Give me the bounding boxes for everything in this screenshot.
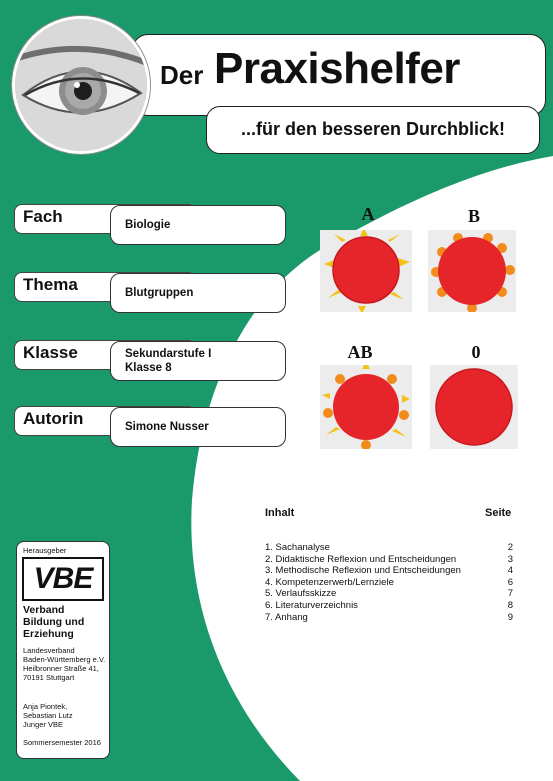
semester-text: Sommersemester 2016: [23, 738, 101, 747]
toc-item-page: 7: [507, 588, 513, 600]
field-value-box: [110, 407, 286, 447]
publisher-heading: Herausgeber: [23, 546, 67, 555]
org-name-line-1: Verband: [23, 604, 65, 616]
toc-item-page: 6: [507, 576, 513, 588]
toc-item-page: 4: [507, 565, 513, 577]
org-name-line-3: Erziehung: [23, 628, 74, 640]
field-label: Autorin: [23, 409, 84, 428]
toc-item-label: 5. Verlaufsskizze: [265, 588, 337, 600]
toc-row: [265, 588, 513, 600]
toc-item-label: 7. Anhang: [265, 611, 308, 623]
toc-row: [265, 542, 513, 554]
blood-cell-b-image: [428, 230, 516, 312]
vbe-logo-text: VBE: [33, 562, 93, 595]
blood-group-label-a: A: [361, 204, 375, 224]
field-value-box: [110, 341, 286, 381]
blood-group-label-b: B: [467, 206, 480, 226]
authors-line-3: Junger VBE: [23, 720, 64, 729]
field-label: Fach: [23, 207, 63, 226]
toc-item-page: 8: [507, 599, 513, 611]
toc-row: [265, 600, 513, 612]
toc-item-label: 4. Kompetenzerwerb/Lernziele: [265, 576, 394, 588]
field-value-box: [110, 205, 286, 245]
field-value: Biologie: [125, 219, 171, 231]
blood-group-label-0: 0: [471, 342, 481, 362]
toc-item-label: 1. Sachanalyse: [265, 542, 330, 553]
org-name-line-2: Bildung und: [23, 616, 85, 628]
toc-row: [265, 565, 513, 577]
publisher-box: [16, 541, 110, 759]
blood-cell-ab-image: [320, 365, 412, 449]
authors-line-2: Sebastian Lutz: [23, 711, 73, 720]
field-label: Klasse: [23, 343, 78, 362]
toc-item-page: 2: [507, 542, 513, 553]
vbe-logo: [22, 557, 104, 601]
toc-item-page: 9: [507, 611, 513, 623]
blood-cell-0-image: [430, 365, 518, 449]
toc-item-label: 3. Methodische Reflexion und Entscheidungen: [265, 565, 461, 577]
address-line-3: Heilbronner Straße 41,: [23, 664, 99, 673]
toc-item-label: 2. Didaktische Reflexion und Entscheidungen: [265, 553, 457, 565]
toc-row: [265, 577, 513, 589]
toc-item-label: 6. Literaturverzeichnis: [265, 599, 358, 611]
field-value-line-1: Sekundarstufe I: [125, 348, 212, 360]
subtitle: ...für den besseren Durchblick!: [240, 119, 506, 139]
toc-item-page: 3: [507, 553, 513, 565]
authors-line-1: Anja Piontek,: [23, 702, 68, 711]
blood-cell-a-image: [320, 230, 412, 312]
toc-row: [265, 554, 513, 566]
toc-page-heading: Seite: [485, 507, 512, 519]
address-line-1: Landesverband: [23, 646, 75, 655]
eye-image: [12, 16, 150, 154]
subtitle-box: [206, 106, 540, 154]
title-prefix: Der: [160, 60, 204, 90]
field-value: Simone Nusser: [125, 421, 209, 433]
toc-heading: Inhalt: [265, 507, 295, 519]
field-value: Blutgruppen: [125, 287, 194, 299]
field-label: Thema: [23, 275, 78, 294]
address-line-2: Baden-Württemberg e.V.: [23, 655, 106, 664]
address-line-4: 70191 Stuttgart: [23, 673, 75, 682]
field-value-line-2: Klasse 8: [125, 362, 172, 374]
toc-list: [265, 542, 513, 623]
page-title: Praxishelfer: [214, 44, 460, 93]
toc-row: [265, 612, 513, 624]
blood-group-label-ab: AB: [347, 342, 373, 362]
field-value-box: [110, 273, 286, 313]
